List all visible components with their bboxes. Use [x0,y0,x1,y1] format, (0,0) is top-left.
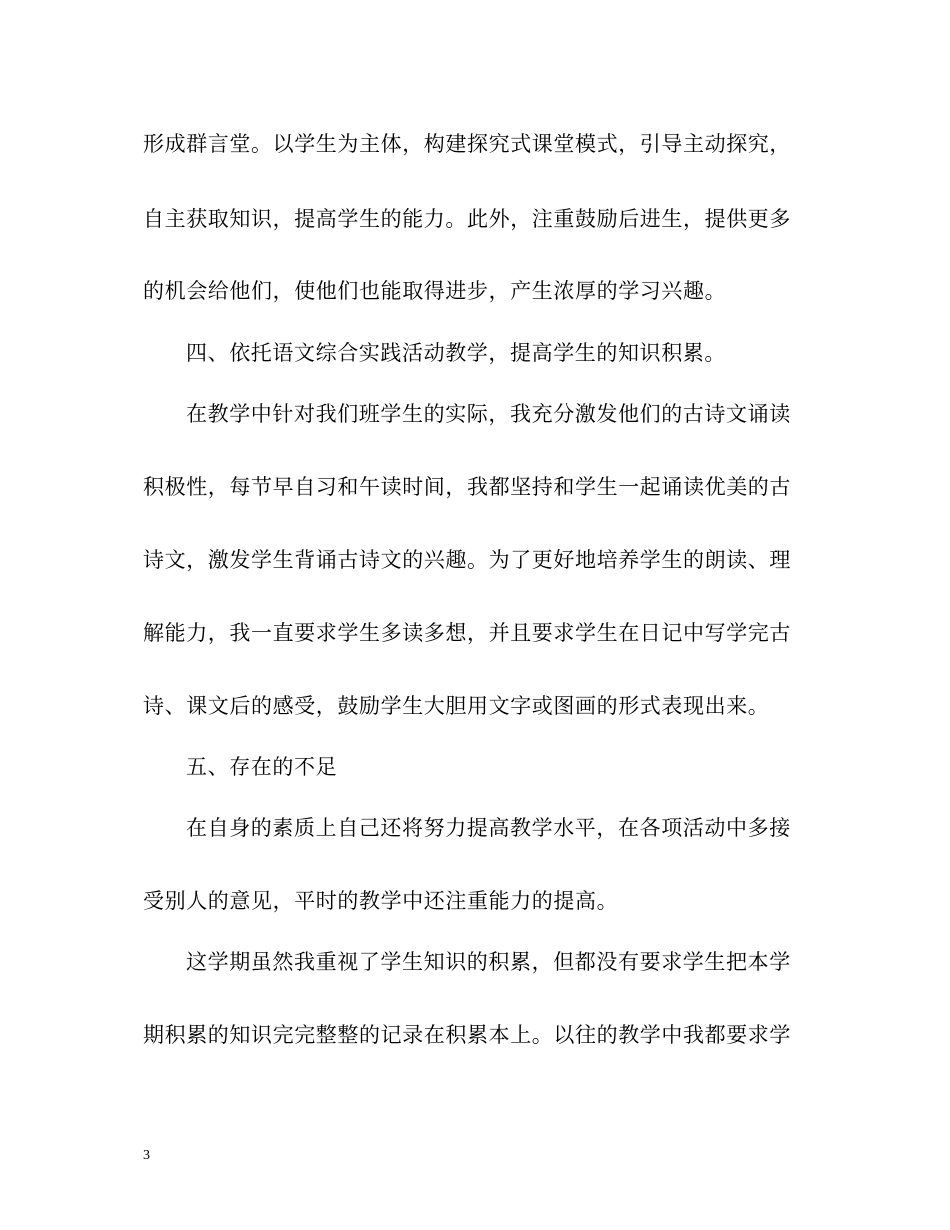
paragraph-line: 诗文，激发学生背诵古诗文的兴趣。为了更好地培养学生的朗读、理 [143,548,791,572]
paragraph-line: 自主获取知识，提高学生的能力。此外，注重鼓励后进生，提供更多 [143,207,791,231]
paragraph-line: 的机会给他们，使他们也能取得进步，产生浓厚的学习兴趣。 [143,279,727,303]
section-heading: 四、依托语文综合实践活动教学，提高学生的知识积累。 [186,341,726,365]
paragraph-line: 解能力，我一直要求学生多读多想，并且要求学生在日记中写学完古 [143,621,791,645]
paragraph-line: 这学期虽然我重视了学生知识的积累，但都没有要求学生把本学 [186,950,791,974]
paragraph-line: 受别人的意见，平时的教学中还注重能力的提高。 [143,889,619,913]
paragraph-line: 积极性，每节早自习和午读时间，我都坚持和学生一起诵读优美的古 [143,475,791,499]
paragraph-line: 诗、课文后的感受，鼓励学生大胆用文字或图画的形式表现出来。 [143,694,770,718]
paragraph-line: 期积累的知识完完整整的记录在积累本上。以往的教学中我都要求学 [143,1023,791,1047]
section-heading: 五、存在的不足 [186,755,338,779]
page-number: 3 [143,1148,150,1163]
paragraph-line: 在自身的素质上自己还将努力提高教学水平，在各项活动中多接 [186,816,791,840]
paragraph-line: 形成群言堂。以学生为主体，构建探究式课堂模式，引导主动探究， [143,132,791,156]
paragraph-line: 在教学中针对我们班学生的实际，我充分激发他们的古诗文诵读 [186,402,791,426]
